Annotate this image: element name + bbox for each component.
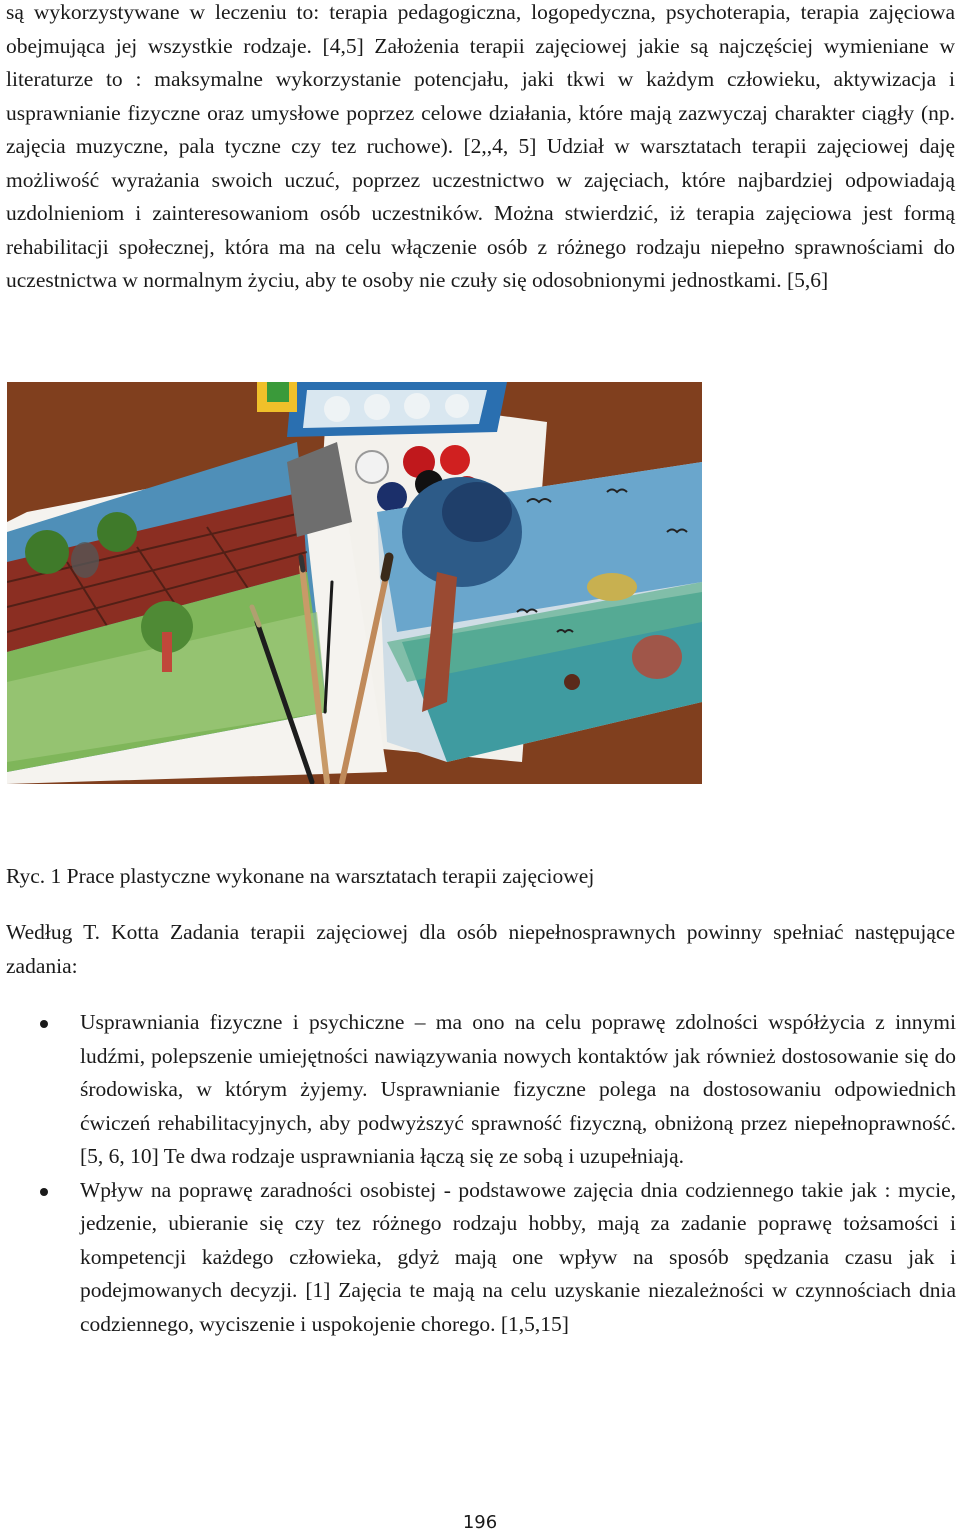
bullet-icon bbox=[40, 1020, 48, 1028]
list-item-text: Usprawniania fizyczne i psychiczne – ma ono na celu poprawę zdolności współżycia z innymi ludźmi, polepszenie umiejętności nawiązywania nowych kontaktów jak również dostosowanie się do środowiska, w którym żyjemy. Usprawnianie fizyczne polega na dostosowaniu odpowiednich ćwiczeń rehabilitacyjnych, aby podwyższyć sprawność fizyczną, obniżoną przez niepełnoprawność. [5, 6, 10] Te dwa rodzaje usprawniania łączą się ze sobą i uzupełniają. bbox=[80, 1010, 956, 1168]
bullet-list bbox=[0, 1006, 960, 1341]
list-item-text: Wpływ na poprawę zaradności osobistej - podstawowe zajęcia dnia codziennego takie jak : mycie, jedzenie, ubieranie się czy tez różnego rodzaju hobby, mają za zadanie poprawę tożsamości i kompetencji każdego człowieka, gdyż mają one wpływ na sposób spędzania czasu jak i podejmowanych decyzji. [1] Zajęcia te mają na celu uzyskanie niezależności w czynnościach dnia codziennego, wyciszenie i uspokojenie chorego. [1,5,15] bbox=[80, 1177, 956, 1336]
intro-paragraph: Według T. Kotta Zadania terapii zajęciowej dla osób niepełnosprawnych powinny spełniać następujące zadania: bbox=[6, 920, 955, 978]
list-item bbox=[0, 1174, 956, 1342]
artwork-photo bbox=[7, 382, 702, 784]
page-number: 196 bbox=[462, 1512, 498, 1533]
list-item bbox=[0, 1006, 956, 1174]
figure-caption: Ryc. 1 Prace plastyczne wykonane na warsztatach terapii zajęciowej bbox=[6, 864, 595, 888]
body-paragraph: są wykorzystywane w leczeniu to: terapia pedagogiczna, logopedyczna, psychoterapia, terapia zajęciowa obejmująca jej wszystkie rodzaje. [4,5] Założenia terapii zajęciowej jakie są najczęściej wymieniane w literaturze to : maksymalne wykorzystanie potencjału, jaki tkwi w każdym człowieku, aktywizacja i usprawnianie fizyczne oraz umysłowe poprzez celowe działania, które mają zazwyczaj charakter ciągły (np. zajęcia muzyczne, pala tyczne czy tez ruchowe). [2,,4, 5] Udział w warsztatach terapii zajęciowej daję możliwość wyrażania swoich uczuć, poprzez uczestnictwo w zajęciach, które najbardziej odpowiadają uzdolnieniom i zainteresowaniom osób uczestników. Można stwierdzić, iż terapia zajęciowa jest formą rehabilitacji społecznej, która ma na celu włączenie osób z różnego rodzaju niepełno sprawnościami do uczestnictwa w normalnym życiu, aby te osoby nie czuły się odosobnionymi jednostkami. [5,6] bbox=[6, 0, 955, 292]
bullet-icon bbox=[40, 1188, 48, 1196]
